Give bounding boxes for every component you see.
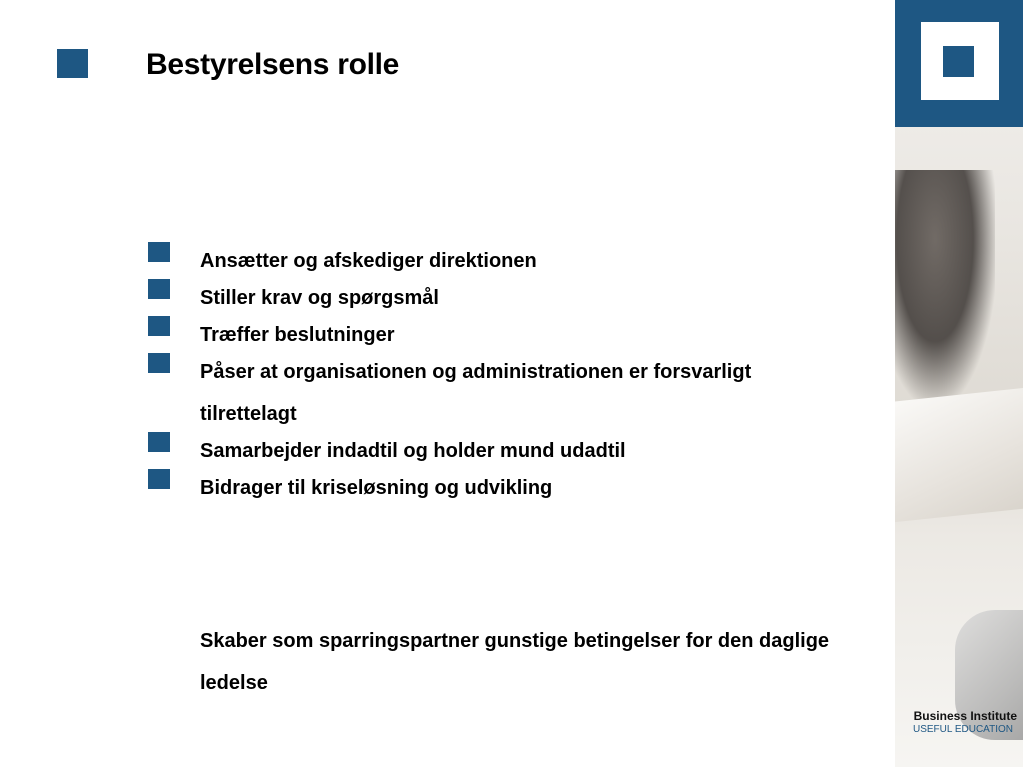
bullet-text: Bidrager til kriseløsning og udvikling <box>200 477 553 499</box>
square-bullet-icon <box>148 279 170 299</box>
title-bullet-square <box>57 49 88 78</box>
bullet-item <box>148 240 848 282</box>
bullet-item <box>148 314 848 356</box>
side-panel <box>895 0 1023 767</box>
bullet-item <box>148 430 848 472</box>
brand-name: Business Institute <box>913 709 1017 723</box>
square-bullet-icon <box>148 469 170 489</box>
bullet-text: Ansætter og afskediger direktionen <box>200 250 537 272</box>
brand-tagline: USEFUL EDUCATION <box>912 724 1013 735</box>
bullet-item <box>148 277 848 319</box>
bullet-text: Stiller krav og spørgsmål <box>200 287 439 309</box>
bullet-text: Påser at organisationen og administrationen er forsvarligt tilrettelagt <box>200 361 752 425</box>
logo-frame-icon <box>921 22 999 100</box>
background-photo-paper <box>895 387 1023 522</box>
logo-block <box>895 0 1023 127</box>
logo-square-icon <box>943 46 974 77</box>
closing-note: Skaber som sparringspartner gunstige betingelser for den daglige ledelse <box>200 630 830 694</box>
bullet-list <box>148 250 848 514</box>
bullet-text: Træffer beslutninger <box>200 324 395 346</box>
square-bullet-icon <box>148 353 170 373</box>
background-photo-person <box>895 170 995 400</box>
bullet-item <box>148 351 760 435</box>
slide-title: Bestyrelsens rolle <box>146 48 400 81</box>
square-bullet-icon <box>148 432 170 452</box>
square-bullet-icon <box>148 316 170 336</box>
bullet-item <box>148 467 848 509</box>
square-bullet-icon <box>148 242 170 262</box>
bullet-text: Samarbejder indadtil og holder mund udadtil <box>200 440 626 462</box>
